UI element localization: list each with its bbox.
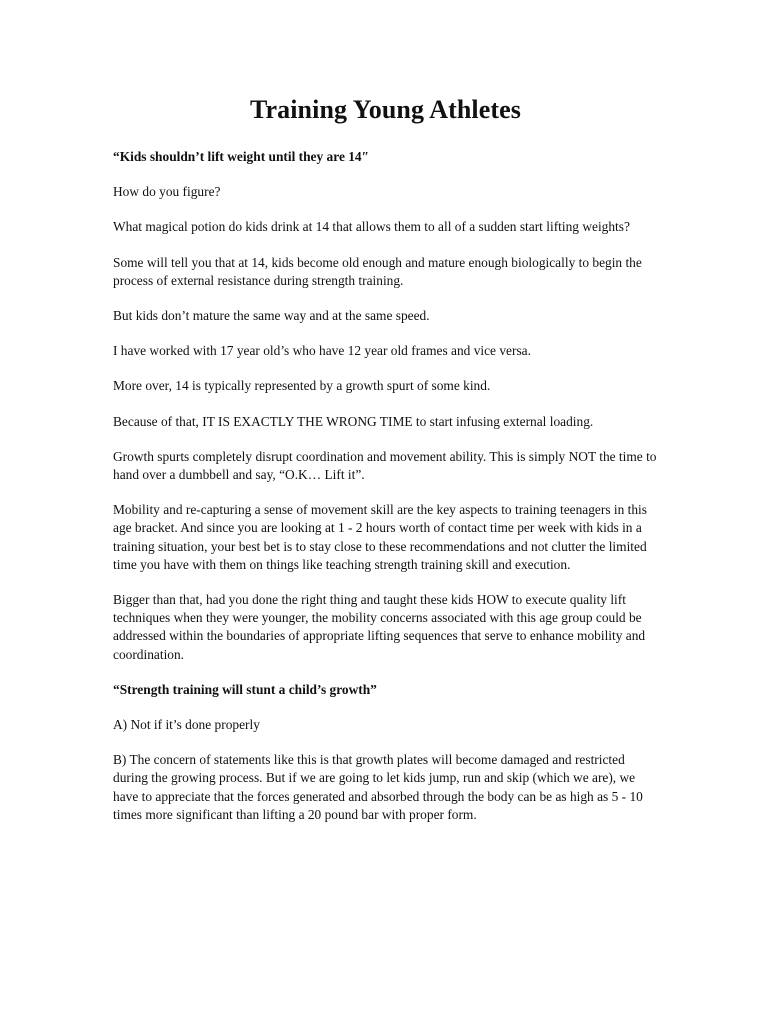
paragraph: B) The concern of statements like this is that growth plates will become damaged and restricted during the growing process. But if we are going to let kids jump, run and skip (which we are), we have to appreciate that the forces generated and absorbed through the body can be as high as 5 - 10 times more significant than lifting a 20 pound bar with proper form. (113, 752, 643, 822)
paragraph: But kids don’t mature the same way and at the same speed. (113, 308, 430, 324)
paragraph: A) Not if it’s done properly (113, 717, 260, 733)
document-body (113, 94, 658, 841)
paragraph: More over, 14 is typically represented by a growth spurt of some kind. (113, 378, 491, 394)
section-heading-lifting-age: “Kids shouldn’t lift weight until they are 14″ (113, 149, 370, 164)
paragraph: Mobility and re-capturing a sense of movement skill are the key aspects to training teenagers in this age bracket. And since you are looking at 1 - 2 hours worth of contact time per week with kids in a training situation, your best bet is to stay close to these recommendations and not clutter the limited time you have with them on things like teaching strength training skill and execution. (113, 502, 647, 572)
paragraph: I have worked with 17 year old’s who have 12 year old frames and vice versa. (113, 343, 531, 359)
section-heading-stunt-growth: “Strength training will stunt a child’s growth” (113, 681, 377, 697)
paragraph: Bigger than that, had you done the right thing and taught these kids HOW to execute quality lift techniques when they were younger, the mobility concerns associated with this age group could be addressed within the boundaries of appropriate lifting sequences that serve to enhance mobility and coordination. (113, 592, 646, 662)
paragraph: Because of that, IT IS EXACTLY THE WRONG TIME to start infusing external loading. (113, 413, 594, 429)
document-title: Training Young Athletes (249, 95, 521, 124)
paragraph: What magical potion do kids drink at 14 that allows them to all of a sudden start lifting weights? (113, 219, 630, 235)
paragraph: How do you figure? (113, 184, 221, 200)
paragraph: Some will tell you that at 14, kids become old enough and mature enough biologically to begin the process of external resistance during strength training. (113, 254, 642, 288)
paragraph: Growth spurts completely disrupt coordination and movement ability. This is simply NOT the time to hand over a dumbbell and say, “O.K… Lift it”. (113, 448, 657, 483)
